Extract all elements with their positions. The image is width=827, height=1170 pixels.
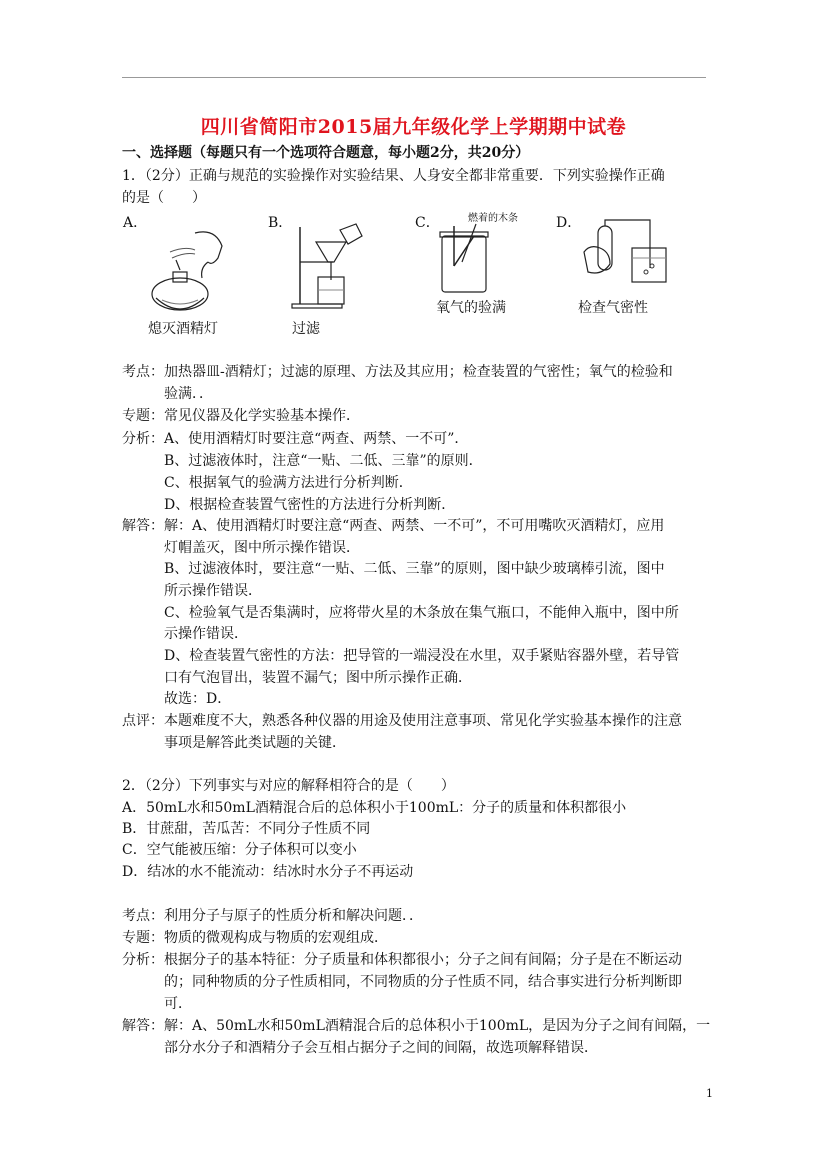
q1-jieda-4: 所示操作错误．: [122, 583, 262, 599]
q2-option-c: C．空气能被压缩：分子体积可以变小: [122, 842, 357, 858]
q1-jieda-1: 解答：解：A、使用酒精灯时要注意“两查、两禁、一不可”，不可用嘴吹灭酒精灯，应用: [122, 518, 665, 534]
q1-option-c: C．: [415, 215, 440, 231]
q1-fenxi-3: C、根据氧气的验满方法进行分析判断．: [122, 475, 413, 491]
q2-jieda-2: 部分水分子和酒精分子会互相占据分子之间的间隔，故选项解释错误．: [122, 1040, 598, 1056]
q1-jieda-5: C、检验氧气是否集满时，应将带火星的木条放在集气瓶口，不能伸入瓶中，图中所: [122, 605, 679, 621]
q2-jieda-1: 解答：解：A、50mL水和50mL酒精混合后的总体积小于100mL，是因为分子之间有间隔，一: [122, 1018, 711, 1034]
figure-c-label: 燃着的木条: [468, 213, 518, 224]
q1-dianping-1: 点评：本题难度不大，熟悉各种仪器的用途及使用注意事项、常见化学实验基本操作的注意: [122, 713, 682, 729]
q2-option-b: B．甘蔗甜，苦瓜苦：不同分子性质不同: [122, 821, 371, 837]
q2-fenxi-3: 可．: [122, 996, 192, 1012]
q2-option-a: A．50mL水和50mL酒精混合后的总体积小于100mL：分子的质量和体积都很小: [122, 800, 627, 816]
q1-stem-line2: 的是（ ）: [122, 190, 206, 206]
q1-kaodian-1: 考点：加热器皿-酒精灯；过滤的原理、方法及其应用；检查装置的气密性；氧气的检验和: [122, 364, 673, 380]
header-rule: [122, 77, 706, 78]
oxygen-check-figure: [432, 222, 502, 297]
q2-option-d: D．结冰的水不能流动：结冰时水分子不再运动: [122, 864, 414, 880]
page-number: 1: [706, 1087, 713, 1100]
section-heading: 一、选择题（每题只有一个选项符合题意，每小题2分，共20分）: [122, 145, 530, 161]
airtightness-figure: [580, 218, 675, 293]
q2-fenxi-1: 分析：根据分子的基本特征：分子质量和体积都很小；分子之间有间隔；分子是在不断运动: [122, 952, 682, 968]
q1-option-d: D．: [556, 215, 582, 231]
q2-fenxi-2: 的；同种物质的分子性质相同，不同物质的分子性质不同，结合事实进行分析判断即: [122, 974, 682, 990]
q1-fenxi-2: B、过滤液体时，注意“一贴、二低、三靠”的原则．: [122, 453, 483, 469]
page-title: 四川省简阳市2015届九年级化学上学期期中试卷: [200, 116, 627, 138]
filtration-figure: [288, 222, 368, 312]
q1-zhuanti: 专题：常见仪器及化学实验基本操作．: [122, 408, 360, 424]
caption-d: 检查气密性: [578, 300, 648, 316]
q1-jieda-6: 示操作错误．: [122, 626, 248, 642]
q1-option-a: A．: [123, 215, 148, 231]
alcohol-lamp-figure: [140, 228, 240, 318]
q1-option-b: B．: [268, 215, 293, 231]
q1-fenxi-1: 分析：A、使用酒精灯时要注意“两查、两禁、一不可”．: [122, 431, 469, 447]
q2-zhuanti: 专题：物质的微观构成与物质的宏观组成．: [122, 930, 388, 946]
q1-jieda-7: D、检查装置气密性的方法：把导管的一端浸没在水里，双手紧贴容器外壁，若导管: [122, 648, 680, 664]
q2-kaodian: 考点：利用分子与原子的性质分析和解决问题．．: [122, 908, 423, 924]
q1-kaodian-2: 验满．．: [122, 386, 213, 402]
q1-fenxi-4: D、根据检查装置气密性的方法进行分析判断．: [122, 497, 456, 513]
q1-jieda-2: 灯帽盖灭，图中所示操作错误．: [122, 540, 360, 556]
q1-dianping-2: 事项是解答此类试题的关键．: [122, 735, 346, 751]
caption-a: 熄灭酒精灯: [148, 321, 218, 337]
q1-stem-line1: 1．（2分）正确与规范的实验操作对实验结果、人身安全都非常重要．下列实验操作正确: [122, 168, 665, 184]
q1-jieda-8: 口有气泡冒出，装置不漏气；图中所示操作正确．: [122, 670, 472, 686]
caption-b: 过滤: [292, 321, 320, 337]
q1-jieda-9: 故选：D．: [122, 691, 232, 707]
q2-stem: 2．（2分）下列事实与对应的解释相符合的是（ ）: [122, 778, 455, 794]
q1-jieda-3: B、过滤液体时，要注意“一贴、二低、三靠”的原则，图中缺少玻璃棒引流，图中: [122, 561, 665, 577]
caption-c: 氧气的验满: [436, 300, 506, 316]
